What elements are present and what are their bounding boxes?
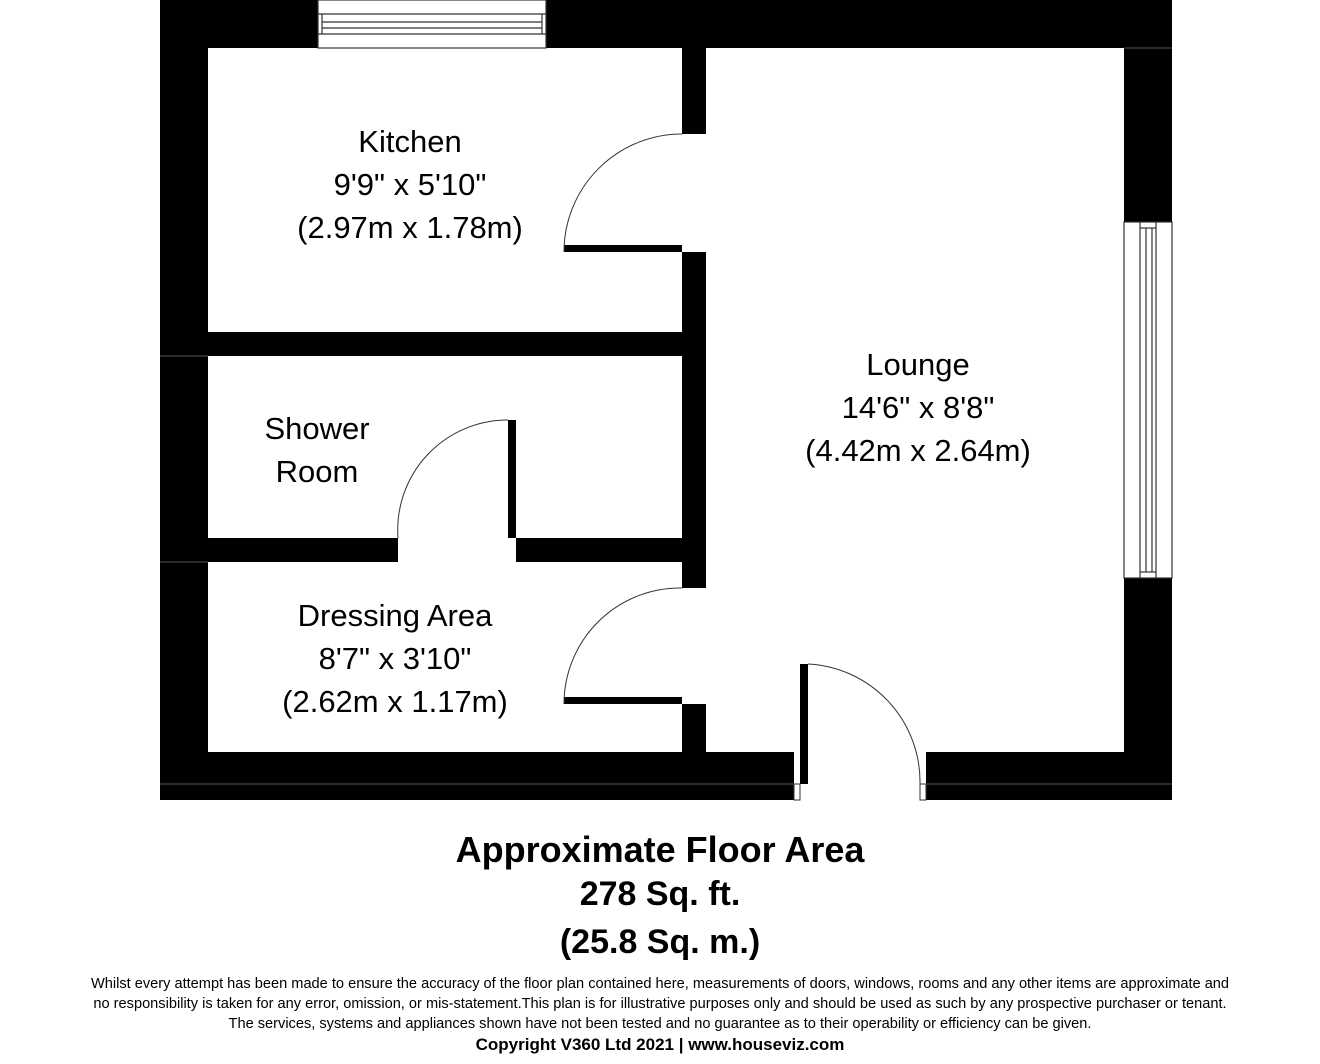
- lounge-window: [1124, 222, 1172, 578]
- shower-label: [264, 411, 369, 489]
- walls: [160, 0, 1172, 800]
- dressing-metric: (2.62m x 1.17m): [282, 684, 508, 719]
- shower-dressing-wall-left: [208, 538, 398, 562]
- right-wall-upper: [1124, 0, 1172, 222]
- lounge-imperial: 14'6" x 8'8": [841, 390, 995, 425]
- dressing-label: [282, 598, 508, 719]
- dressing-imperial: 8'7" x 3'10": [318, 641, 472, 676]
- partition-lower: [682, 704, 706, 752]
- kitchen-name: Kitchen: [358, 124, 462, 159]
- left-wall: [160, 0, 208, 800]
- shower-name-line2: Room: [275, 454, 359, 489]
- kitchen-label: [297, 124, 523, 245]
- partition-mid: [682, 252, 706, 588]
- disclaimer-line-3: The services, systems and appliances shown have not been tested and no guarantee as to their operability or efficiency can be given.: [228, 1016, 1092, 1032]
- entrance-door: [794, 664, 926, 800]
- kitchen-shower-wall: [208, 332, 682, 356]
- lounge-name: Lounge: [866, 347, 970, 382]
- disclaimer-line-2: no responsibility is taken for any error, omission, or mis-statement.This plan is for illustrative purposes only and should be used as such by any prospective purchaser or tenant.: [93, 996, 1227, 1012]
- disclaimer: [0, 974, 1320, 1034]
- shower-dressing-wall-right: [516, 538, 682, 562]
- bottom-wall-left: [160, 752, 794, 800]
- kitchen-metric: (2.97m x 1.78m): [297, 210, 523, 245]
- area-title: Approximate Floor Area: [455, 829, 865, 870]
- copyright: Copyright V360 Ltd 2021 | www.houseviz.com: [475, 1035, 845, 1054]
- lounge-metric: (4.42m x 2.64m): [805, 433, 1031, 468]
- bottom-wall-right: [926, 752, 1172, 800]
- area-sqft: 278 Sq. ft.: [579, 875, 741, 913]
- kitchen-imperial: 9'9" x 5'10": [333, 167, 487, 202]
- area-sqm: (25.8 Sq. m.): [559, 923, 761, 961]
- kitchen-door: [564, 134, 682, 252]
- dressing-door: [564, 588, 682, 704]
- top-wall-right: [546, 0, 1172, 48]
- partition-upper: [682, 48, 706, 134]
- shower-name-line1: Shower: [264, 411, 370, 446]
- lounge-label: [805, 347, 1031, 468]
- shower-door: [398, 420, 516, 538]
- kitchen-window: [318, 0, 546, 48]
- dressing-name: Dressing Area: [297, 598, 493, 633]
- disclaimer-line-1: Whilst every attempt has been made to ensure the accuracy of the floor plan contained here, measurements of doors, windows, rooms and any other items are approximate and: [90, 976, 1230, 992]
